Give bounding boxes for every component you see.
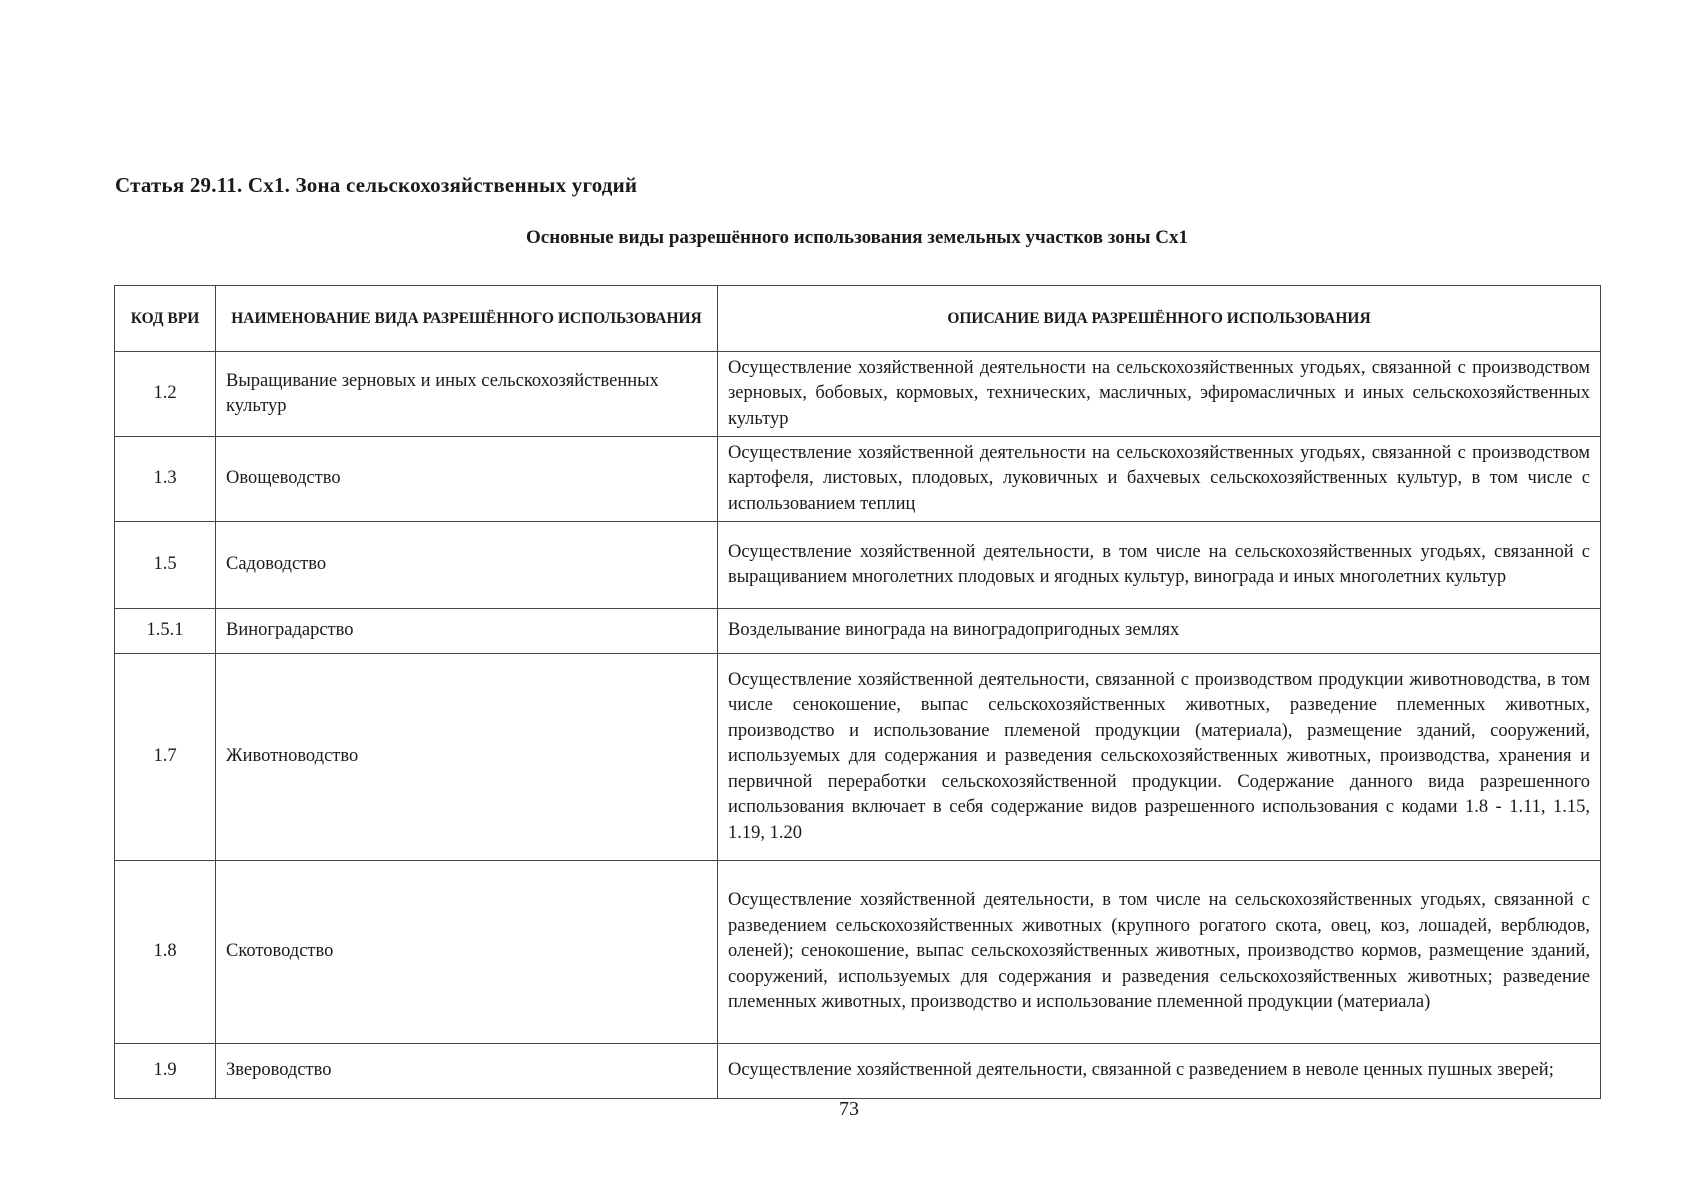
cell-description: Осуществление хозяйственной деятельности на сельскохозяйственных угодьях, связанной с производством картофеля, листовых, плодовых, луковичных и бахчевых сельскохозяйственных культур, в том числе с использованием теплиц <box>718 437 1601 522</box>
table-header-row <box>115 286 1601 352</box>
cell-name: Скотоводство <box>216 861 718 1044</box>
cell-description: Осуществление хозяйственной деятельности, в том числе на сельскохозяйственных угодьях, связанной с выращиванием многолетних плодовых и ягодных культур, винограда и иных многолетних культур <box>718 522 1601 609</box>
table-row <box>115 1044 1601 1099</box>
cell-code: 1.2 <box>115 352 216 437</box>
header-description: ОПИСАНИЕ ВИДА РАЗРЕШЁННОГО ИСПОЛЬЗОВАНИЯ <box>718 286 1601 352</box>
cell-code: 1.5.1 <box>115 609 216 654</box>
cell-description: Осуществление хозяйственной деятельности, связанной с разведением в неволе ценных пушных зверей; <box>718 1044 1601 1099</box>
cell-code: 1.5 <box>115 522 216 609</box>
cell-description: Осуществление хозяйственной деятельности, связанной с производством продукции животноводства, в том числе сенокошение, выпас сельскохозяйственных животных, разведение племенных животных, производство и использование племеной продукции (материала), размещение зданий, сооружений, используемых для содержания и разведения сельскохозяйственных животных, производства, хранения и первичной переработки сельскохозяйственной продукции. Содержание данного вида разрешенного использования включает в себя содержание видов разрешенного использования с кодами 1.8 - 1.11, 1.15, 1.19, 1.20 <box>718 654 1601 861</box>
cell-name: Звероводство <box>216 1044 718 1099</box>
cell-code: 1.3 <box>115 437 216 522</box>
cell-name: Виноградарство <box>216 609 718 654</box>
table-row <box>115 861 1601 1044</box>
cell-description: Осуществление хозяйственной деятельности, в том числе на сельскохозяйственных угодьях, связанной с разведением сельскохозяйственных животных (крупного рогатого скота, овец, коз, лошадей, верблюдов, оленей); сенокошение, выпас сельскохозяйственных животных, производство кормов, размещение зданий, сооружений, используемых для содержания и разведения сельскохозяйственных животных; разведение племенных животных, производство и использование племенной продукции (материала) <box>718 861 1601 1044</box>
header-name: НАИМЕНОВАНИЕ ВИДА РАЗРЕШЁННОГО ИСПОЛЬЗОВАНИЯ <box>216 286 718 352</box>
cell-code: 1.8 <box>115 861 216 1044</box>
header-code: КОД ВРИ <box>115 286 216 352</box>
cell-code: 1.9 <box>115 1044 216 1099</box>
permitted-use-table <box>114 285 1601 1099</box>
table-row <box>115 522 1601 609</box>
cell-name: Садоводство <box>216 522 718 609</box>
cell-description: Осуществление хозяйственной деятельности на сельскохозяйственных угодьях, связанной с производством зерновых, бобовых, кормовых, технических, масличных, эфиромасличных и иных сельскохозяйственных культур <box>718 352 1601 437</box>
cell-code: 1.7 <box>115 654 216 861</box>
table-caption: Основные виды разрешённого использования земельных участков зоны Сх1 <box>526 227 1188 248</box>
table-row <box>115 437 1601 522</box>
cell-name: Овощеводство <box>216 437 718 522</box>
cell-description: Возделывание винограда на виноградопригодных землях <box>718 609 1601 654</box>
article-title: Статья 29.11. Сх1. Зона сельскохозяйственных угодий <box>115 173 638 197</box>
table-row <box>115 609 1601 654</box>
page-number: 73 <box>839 1098 859 1120</box>
table-row <box>115 352 1601 437</box>
table-row <box>115 654 1601 861</box>
cell-name: Животноводство <box>216 654 718 861</box>
cell-name: Выращивание зерновых и иных сельскохозяйственных культур <box>216 352 718 437</box>
